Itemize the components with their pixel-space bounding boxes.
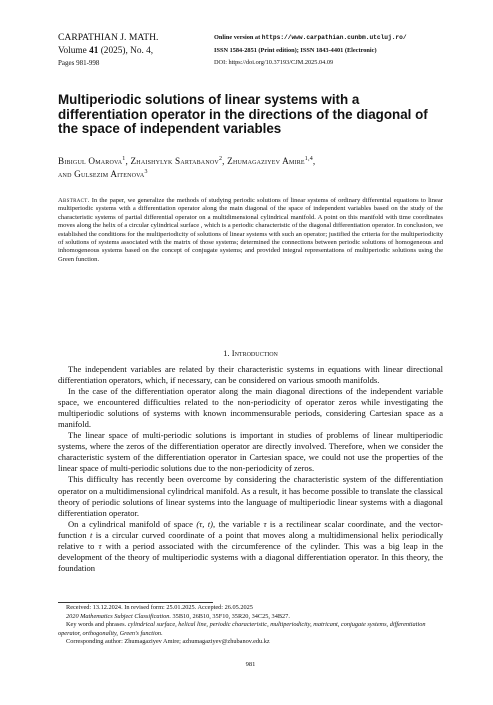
- author-name: Zhumagaziyev Amire: [227, 156, 305, 166]
- author-name: Bibigul Omarova: [58, 156, 123, 166]
- keywords: Key words and phrases. cylindrical surface, helical line, periodic characteristic, multiperiodicity, matricant, conjugate systems, differentiation operator, orthogonality, Green's function.: [58, 621, 426, 637]
- journal-name: CARPATHIAN J. MATH.: [58, 32, 159, 43]
- author-name: Gulsezim Aitenova: [74, 168, 145, 179]
- online-version: Online version at https://www.carpathian.cunbm.utcluj.ro/: [214, 34, 407, 41]
- received-dates: Received: 13.12.2024. In revised form: 25.01.2025. Accepted: 26.05.2025: [66, 604, 253, 611]
- volume-line: Volume 41 (2025), No. 4,: [58, 45, 154, 56]
- corresponding-author: Corresponding author: Zhumagaziyev Amire; azhumagaziyev@zhubanov.edu.kz: [66, 638, 270, 646]
- abstract-label: Abstract.: [58, 197, 90, 204]
- paragraph: The linear space of multi-periodic solutions is important in studies of problems of linear multiperiodic systems, where the zeros of the differentiation operator are directly involved. Therefore, when we consider the characteristic system of the differentiation operator in Cartesian space, we could not use the properties of the linear space of multi-periodic solutions due to the non-periodicity of zeros.: [58, 430, 443, 474]
- paragraph: The independent variables are related by their characteristic systems in equations with linear directional differentiation operators, which, if necessary, can be considered on various smooth manifolds.: [58, 364, 443, 386]
- journal-header: [58, 32, 208, 70]
- paper-title: Multiperiodic solutions of linear systems with a differentiation operator in the directions of the diagonal of the space of independent variables: [58, 92, 428, 137]
- paragraph: This difficulty has recently been overcome by considering the characteristic system of the differentiation operator on a multidimensional cylindrical manifold. As a result, it has become possible to translate the classical theory of periodic solutions of linear systems into the language of multiperiodic linear systems with a diagonal differentiation operator.: [58, 474, 443, 518]
- author-list: Bibigul Omarova$^1$, Zhaishylyk Sartabanov$^2$, Zhumagaziyev Amire$^{1,4}$, and Gulsezim Aitenova$^3$: [58, 155, 316, 179]
- author-name: Zhaishylyk Sartabanov: [130, 156, 219, 166]
- doi-line[interactable]: DOI: https://doi.org/10.37193/CJM.2025.04.09: [214, 59, 334, 66]
- footnote-divider: [58, 602, 213, 603]
- page-number: 981: [245, 661, 256, 668]
- footnotes: [58, 604, 443, 647]
- abstract: [58, 197, 443, 264]
- journal-url-link[interactable]: https://www.carpathian.cunbm.utcluj.ro/: [261, 34, 407, 41]
- section-heading: 1. Introduction: [223, 348, 278, 358]
- body-text: [58, 364, 443, 574]
- page-range: Pages 981-998: [58, 59, 100, 67]
- paragraph: In the case of the differentiation operator along the main diagonal directions of the independent variable space, we encountered difficulties related to the non-periodicity of operator zeros while investigating the multiperiodic solutions of systems with known incommensurable periods, considering Cartesian space as a manifold.: [58, 386, 443, 430]
- publication-info: [214, 32, 454, 70]
- abstract-text: In the paper, we generalize the methods of studying periodic solutions of linear systems of ordinary differential equations to linear multiperiodic systems with a differentiation operator along the main diagonal of the space of independent variables based on the study of the characteristic systems of partial differential operator on a multidimensional cylindrical manifold. A point on this manifold with time coordinates moves along the helix of a circular cylindrical surface , which is a periodic characteristic of the diagonal differentiation operator. In conclusion, we established the conditions for the multiperiodicity of solutions of linear systems with such an operator; justified the criteria for the multiperiodicity of solutions of systems associated with the matrix of those systems; determined the connections between periodic solutions of homogeneous and inhomogeneous systems based on the concept of conjugate systems; and provided integral representations of multiperiodic solutions using the Green function.: [58, 197, 443, 263]
- paragraph: On a cylindrical manifold of space (τ, t), the variable τ is a rectilinear scalar coordinate, and the vector-function t is a circular curved coordinate of a point that moves along a multidimensional helix periodically relative to τ with a period associated with the circumference of the cylinder. This was a big leap in the development of the theory of multiperiodic systems with a diagonal differentiation operator. In this theory, the foundation: [58, 518, 444, 573]
- issn-line: ISSN 1584-2851 (Print edition); ISSN 1843-4401 (Electronic): [214, 46, 377, 54]
- msc-classification: 2020 Mathematics Subject Classification. 35B10, 26B10, 35F10, 35R20, 34C25, 34B27.: [66, 612, 290, 620]
